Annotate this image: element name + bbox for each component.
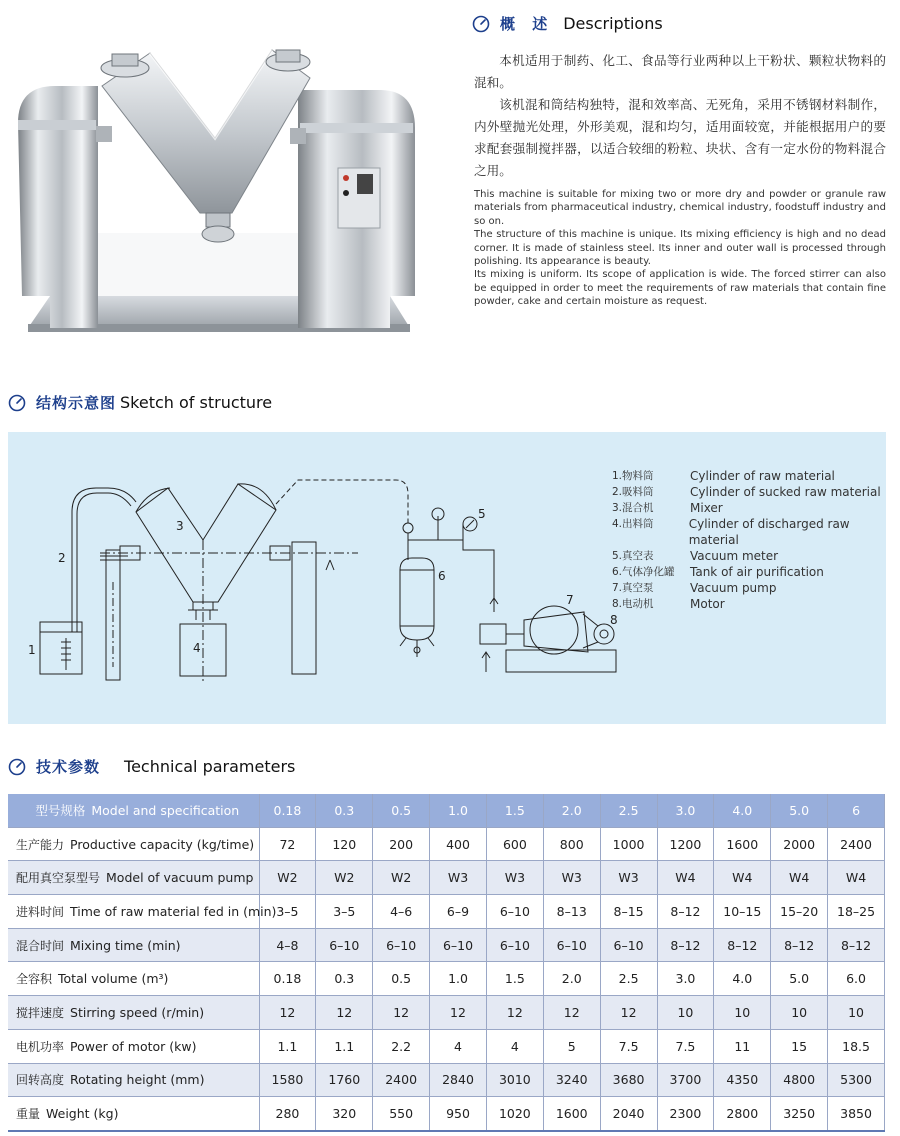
table-cell: 200 <box>373 827 430 861</box>
descriptions-title-zh: 概 述 <box>500 15 554 33</box>
header-label-zh: 型号规格 <box>35 803 86 819</box>
callout-7: 7 <box>566 593 574 607</box>
row-label-cell <box>8 962 259 996</box>
callout-4: 4 <box>193 641 201 655</box>
table-cell: 1600 <box>714 827 771 861</box>
table-cell: W2 <box>373 861 430 895</box>
legend-item <box>612 468 900 484</box>
v-mixer-machine-photo <box>10 28 425 338</box>
table-cell: 15–20 <box>771 895 828 929</box>
clock-icon <box>472 15 490 33</box>
table-cell: 2800 <box>714 1097 771 1131</box>
sketch-legend <box>612 468 900 612</box>
table-cell: 1200 <box>657 827 714 861</box>
desc-zh-paragraph: 该机混和筒结构独特，混和效率高、无死角，采用不锈钢材料制作，内外壁抛光处理，外形美观，混和均匀，适用面较宽，并能根据用户的要求配套强制搅拌器，以适合较细的粉粒、块状、含有一定水份的物料混合之用。 <box>474 97 886 178</box>
legend-item <box>612 516 900 548</box>
table-cell: 280 <box>259 1097 316 1131</box>
legend-zh: 5.真空表 <box>612 550 654 562</box>
header-label-en: Model and specification <box>91 803 240 819</box>
table-cell: 6–10 <box>486 928 543 962</box>
table-cell: 6–10 <box>486 895 543 929</box>
row-label-zh: 混合时间 <box>16 938 65 953</box>
row-label-en: Weight (kg) <box>46 1106 119 1122</box>
legend-zh: 3.混合机 <box>612 502 654 514</box>
legend-item <box>612 500 900 516</box>
desc-zh-paragraph: 本机适用于制药、化工、食品等行业两种以上干粉状、颗粒状物料的混和。 <box>474 53 886 90</box>
table-cell: 2000 <box>771 827 828 861</box>
callout-3: 3 <box>176 519 184 533</box>
row-label-en: Productive capacity (kg/time) <box>70 836 255 852</box>
table-row <box>8 928 885 962</box>
model-header-cell: 3.0 <box>657 794 714 827</box>
table-cell: 1020 <box>486 1097 543 1131</box>
table-cell: 8–12 <box>657 928 714 962</box>
table-cell: 6.0 <box>828 962 885 996</box>
model-header-cell: 1.0 <box>430 794 487 827</box>
table-cell: 3.0 <box>657 962 714 996</box>
legend-zh: 2.吸料筒 <box>612 486 654 498</box>
technical-heading <box>8 756 295 777</box>
row-label-cell <box>8 1063 259 1097</box>
legend-en: Cylinder of sucked raw material <box>690 485 881 499</box>
callout-1: 1 <box>28 643 36 657</box>
table-cell: 5300 <box>828 1063 885 1097</box>
table-cell: 3–5 <box>316 895 373 929</box>
sketch-heading <box>8 392 272 413</box>
table-row <box>8 996 885 1030</box>
legend-en: Vacuum meter <box>690 549 779 563</box>
table-cell: 12 <box>259 996 316 1030</box>
table-cell: 1.5 <box>486 962 543 996</box>
table-cell: 6–10 <box>543 928 600 962</box>
row-label-zh: 全容积 <box>16 972 53 987</box>
legend-zh: 6.气体净化罐 <box>612 566 675 578</box>
row-label-cell <box>8 996 259 1030</box>
table-cell: 120 <box>316 827 373 861</box>
model-header-cell: 4.0 <box>714 794 771 827</box>
legend-zh: 4.出料筒 <box>612 518 654 530</box>
table-cell: 6–10 <box>373 928 430 962</box>
table-cell: W4 <box>657 861 714 895</box>
table-cell: 12 <box>600 996 657 1030</box>
table-cell: 0.18 <box>259 962 316 996</box>
legend-en: Cylinder of raw material <box>690 469 835 483</box>
table-cell: 4350 <box>714 1063 771 1097</box>
legend-zh: 7.真空泵 <box>612 582 654 594</box>
legend-item <box>612 484 900 500</box>
table-cell: 4–6 <box>373 895 430 929</box>
table-cell: 6–10 <box>430 928 487 962</box>
model-header-cell: 2.5 <box>600 794 657 827</box>
table-cell: 1.1 <box>316 1029 373 1063</box>
row-label-en: Mixing time (min) <box>70 937 181 953</box>
table-cell: 3–5 <box>259 895 316 929</box>
row-label-zh: 配用真空泵型号 <box>16 871 101 886</box>
table-cell: 8–12 <box>828 928 885 962</box>
table-cell: 72 <box>259 827 316 861</box>
model-header-cell: 2.0 <box>543 794 600 827</box>
table-cell: W3 <box>543 861 600 895</box>
row-label-cell <box>8 861 259 895</box>
table-row <box>8 1029 885 1063</box>
callout-8: 8 <box>610 613 618 627</box>
row-label-en: Total volume (m³) <box>58 971 169 987</box>
table-cell: W4 <box>828 861 885 895</box>
table-row <box>8 1097 885 1131</box>
table-cell: 10 <box>714 996 771 1030</box>
table-cell: 18.5 <box>828 1029 885 1063</box>
table-cell: 3010 <box>486 1063 543 1097</box>
header-label-cell <box>8 794 259 827</box>
sketch-title-en: Sketch of structure <box>120 393 273 412</box>
legend-en: Motor <box>690 597 725 611</box>
table-cell: 4–8 <box>259 928 316 962</box>
legend-en: Tank of air purification <box>690 565 824 579</box>
table-cell: 320 <box>316 1097 373 1131</box>
table-cell: 6–9 <box>430 895 487 929</box>
row-label-cell <box>8 895 277 929</box>
table-cell: 2300 <box>657 1097 714 1131</box>
sketch-title-zh: 结构示意图 <box>36 394 117 412</box>
legend-item <box>612 548 900 564</box>
table-cell: 3680 <box>600 1063 657 1097</box>
table-cell: W3 <box>486 861 543 895</box>
table-cell: 1000 <box>600 827 657 861</box>
row-label-cell <box>8 928 259 962</box>
table-cell: 2.2 <box>373 1029 430 1063</box>
table-cell: 550 <box>373 1097 430 1131</box>
legend-item <box>612 564 900 580</box>
legend-item <box>612 596 900 612</box>
descriptions-english-text <box>474 188 886 309</box>
row-label-en: Stirring speed (r/min) <box>70 1004 205 1020</box>
legend-en: Cylinder of discharged raw material <box>688 517 850 547</box>
table-cell: 18–25 <box>828 895 885 929</box>
table-cell: 11 <box>714 1029 771 1063</box>
table-cell: 15 <box>771 1029 828 1063</box>
row-label-en: Model of vacuum pump <box>106 870 254 886</box>
model-header-cell: 6 <box>828 794 885 827</box>
row-label-en: Power of motor (kw) <box>70 1038 197 1054</box>
table-cell: 0.5 <box>373 962 430 996</box>
table-cell: 5.0 <box>771 962 828 996</box>
table-cell: 10 <box>657 996 714 1030</box>
table-cell: 3850 <box>828 1097 885 1131</box>
row-label-zh: 生产能力 <box>16 837 65 852</box>
descriptions-chinese-text <box>474 50 886 182</box>
row-label-zh: 重量 <box>16 1107 41 1122</box>
table-row <box>8 827 885 861</box>
table-cell: 1580 <box>259 1063 316 1097</box>
desc-en-paragraph: The structure of this machine is unique. Its mixing efficiency is high and no dead corner. It is made of stainless steel. Its inner and outer wall is processed through polishing. Its appearance is beauty. <box>474 229 886 268</box>
table-cell: 8–12 <box>714 928 771 962</box>
technical-title-zh: 技术参数 <box>36 758 101 776</box>
table-cell: 2.0 <box>543 962 600 996</box>
callout-5: 5 <box>478 507 486 521</box>
legend-item <box>612 580 900 596</box>
table-row <box>8 962 885 996</box>
model-header-cell: 5.0 <box>771 794 828 827</box>
row-label-zh: 进料时间 <box>16 904 65 919</box>
row-label-en: Rotating height (mm) <box>70 1072 205 1088</box>
table-cell: 12 <box>430 996 487 1030</box>
technical-parameters-table <box>8 794 885 1132</box>
table-cell: 2040 <box>600 1097 657 1131</box>
technical-title-en: Technical parameters <box>124 757 296 776</box>
table-cell: 4.0 <box>714 962 771 996</box>
model-header-cell: 1.5 <box>486 794 543 827</box>
desc-en-paragraph: Its mixing is uniform. Its scope of application is wide. The forced stirrer can also be equipped in order to meet the requirements of raw materials that contain fine powder, cake and certain moisture as request. <box>474 269 886 308</box>
table-cell: 950 <box>430 1097 487 1131</box>
table-cell: W4 <box>771 861 828 895</box>
descriptions-heading <box>472 13 663 34</box>
table-row <box>8 895 885 929</box>
table-cell: 7.5 <box>600 1029 657 1063</box>
table-cell: 12 <box>543 996 600 1030</box>
table-cell: 4 <box>486 1029 543 1063</box>
table-cell: 12 <box>486 996 543 1030</box>
table-cell: 12 <box>316 996 373 1030</box>
table-cell: 0.3 <box>316 962 373 996</box>
table-cell: 4800 <box>771 1063 828 1097</box>
table-cell: 2400 <box>828 827 885 861</box>
table-cell: 8–12 <box>657 895 714 929</box>
clock-icon <box>8 758 26 776</box>
table-cell: 8–13 <box>543 895 600 929</box>
table-cell: 8–15 <box>600 895 657 929</box>
table-cell: 400 <box>430 827 487 861</box>
legend-zh: 8.电动机 <box>612 598 654 610</box>
table-cell: 5 <box>543 1029 600 1063</box>
table-cell: W4 <box>714 861 771 895</box>
table-cell: 10–15 <box>714 895 771 929</box>
model-header-cell: 0.5 <box>373 794 430 827</box>
table-cell: 1.0 <box>430 962 487 996</box>
table-row <box>8 1063 885 1097</box>
table-cell: 7.5 <box>657 1029 714 1063</box>
table-cell: 8–12 <box>771 928 828 962</box>
desc-en-paragraph: This machine is suitable for mixing two or more dry and powder or granule raw materials from pharmaceutical industry, chemical industry, foodstuff industry and so on. <box>474 189 886 227</box>
row-label-cell <box>8 1029 259 1063</box>
legend-zh: 1.物料筒 <box>612 470 654 482</box>
row-label-zh: 回转高度 <box>16 1073 65 1088</box>
table-cell: 1.1 <box>259 1029 316 1063</box>
table-cell: 3240 <box>543 1063 600 1097</box>
table-cell: 800 <box>543 827 600 861</box>
table-cell: 1760 <box>316 1063 373 1097</box>
table-cell: W3 <box>430 861 487 895</box>
clock-icon <box>8 394 26 412</box>
row-label-cell <box>8 1097 259 1131</box>
model-header-cell: 0.18 <box>259 794 316 827</box>
table-cell: 1600 <box>543 1097 600 1131</box>
legend-en: Mixer <box>690 501 723 515</box>
table-cell: 6–10 <box>600 928 657 962</box>
model-header-cell: 0.3 <box>316 794 373 827</box>
table-row <box>8 861 885 895</box>
row-label-en: Time of raw material fed in (min) <box>70 903 277 919</box>
table-cell: 600 <box>486 827 543 861</box>
legend-en: Vacuum pump <box>690 581 777 595</box>
row-label-cell <box>8 827 259 861</box>
table-cell: 10 <box>828 996 885 1030</box>
table-cell: 4 <box>430 1029 487 1063</box>
descriptions-title-en: Descriptions <box>563 14 663 33</box>
table-cell: 2400 <box>373 1063 430 1097</box>
table-cell: 2.5 <box>600 962 657 996</box>
table-cell: 6–10 <box>316 928 373 962</box>
row-label-zh: 搅拌速度 <box>16 1005 65 1020</box>
callout-6: 6 <box>438 569 446 583</box>
table-cell: W2 <box>316 861 373 895</box>
row-label-zh: 电机功率 <box>16 1039 65 1054</box>
table-cell: 3250 <box>771 1097 828 1131</box>
table-cell: 10 <box>771 996 828 1030</box>
callout-2: 2 <box>58 551 66 565</box>
table-cell: W2 <box>259 861 316 895</box>
table-cell: 2840 <box>430 1063 487 1097</box>
structure-sketch-diagram <box>8 432 618 724</box>
table-cell: 3700 <box>657 1063 714 1097</box>
table-header-row <box>8 794 885 827</box>
table-cell: 12 <box>373 996 430 1030</box>
table-cell: W3 <box>600 861 657 895</box>
